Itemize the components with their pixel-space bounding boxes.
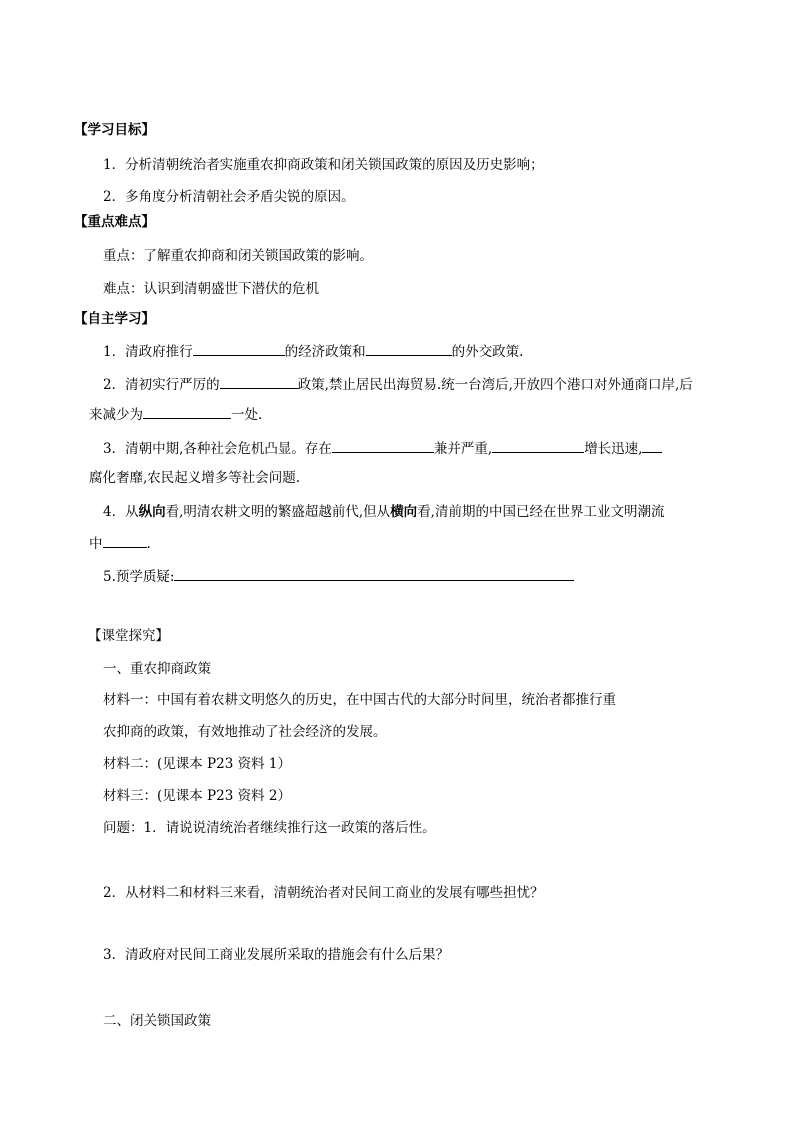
material1-line-1: 材料一：中国有着农耕文明悠久的历史，在中国古代的大部分时间里，统治者都推行重 <box>103 692 616 708</box>
q3-text-c: 增长迅速, <box>584 441 643 457</box>
goal-item-1: 1．分析清朝统治者实施重农抑商政策和闭关锁国政策的原因及历史影响； <box>103 157 544 173</box>
q4-text-a: 4．从 <box>103 504 139 520</box>
question-1: 问题：1．请说说清统治者继续推行这一政策的落后性。 <box>103 820 436 836</box>
q2-text-d: 一处. <box>231 407 263 423</box>
question-2: 2．从材料二和材料三来看，清朝统治者对民间工商业的发展有哪些担忧？ <box>103 885 544 901</box>
self-question-1 <box>103 343 523 360</box>
self-question-2-line-1 <box>103 376 693 393</box>
q4-text-horizontal: 横向 <box>390 504 418 520</box>
q4-blank-1[interactable] <box>103 535 147 548</box>
q1-blank-1[interactable] <box>193 343 285 356</box>
difficult-point-text: 难点：认识到清朝盛世下潜伏的危机 <box>103 281 319 297</box>
q2-blank-1[interactable] <box>220 376 298 389</box>
q3-text-b: 兼并严重, <box>433 441 493 457</box>
q4-text-c: 看,明清农耕文明的繁盛超越前代,但从 <box>165 504 391 520</box>
q3-blank-3[interactable] <box>642 440 662 453</box>
self-question-2-line-2 <box>89 406 262 423</box>
q2-text-c: 来减少为 <box>89 407 143 423</box>
heading-key-points: 【重点难点】 <box>74 214 155 230</box>
q1-text-b: 的经济政策和 <box>284 344 366 360</box>
self-question-4-line-2 <box>89 535 151 552</box>
key-point-text: 重点：了解重农抑商和闭关锁国政策的影响。 <box>103 248 373 264</box>
q4-text-g: . <box>146 536 151 552</box>
q5-text: 5.预学质疑: <box>103 569 175 585</box>
heading-learning-goals: 【学习目标】 <box>74 122 155 138</box>
q3-blank-1[interactable] <box>332 440 434 453</box>
self-question-3-line-1 <box>103 440 662 457</box>
q1-text-c: 的外交政策. <box>451 344 524 360</box>
material2: 材料二：(见课本 P23 资料 1） <box>103 756 291 772</box>
q4-text-f: 中 <box>89 536 103 552</box>
q3-blank-2[interactable] <box>492 440 584 453</box>
heading-class-inquiry: 【课堂探究】 <box>88 628 169 644</box>
question-3: 3．清政府对民间工商业发展所采取的措施会有什么后果？ <box>103 947 450 963</box>
self-question-3-line-2: 腐化奢靡,农民起义增多等社会问题. <box>89 470 301 486</box>
q3-text-a: 3．清朝中期,各种社会危机凸显。存在 <box>103 441 332 457</box>
q4-text-vertical: 纵向 <box>138 504 166 520</box>
heading-self-study: 【自主学习】 <box>74 311 155 327</box>
q1-blank-2[interactable] <box>366 343 452 356</box>
material1-line-2: 农抑商的政策，有效地推动了社会经济的发展。 <box>103 724 387 740</box>
q2-text-a: 2．清初实行严厉的 <box>103 377 220 393</box>
self-question-4-line-1 <box>103 504 664 520</box>
goal-item-2: 2．多角度分析清朝社会矛盾尖锐的原因。 <box>103 189 355 205</box>
part2-title: 二、闭关锁国政策 <box>103 1013 211 1029</box>
q5-blank[interactable] <box>174 568 574 581</box>
q4-text-e: 看,清前期的中国已经在世界工业文明潮流 <box>417 504 665 520</box>
material3: 材料三：(见课本 P23 资料 2） <box>103 788 291 804</box>
self-question-5 <box>103 568 574 585</box>
q2-blank-2[interactable] <box>143 406 231 419</box>
q1-text-a: 1．清政府推行 <box>103 344 193 360</box>
part1-title: 一、重农抑商政策 <box>103 661 211 677</box>
q2-text-b: 政策,禁止居民出海贸易.统一台湾后,开放四个港口对外通商口岸,后 <box>297 377 693 393</box>
